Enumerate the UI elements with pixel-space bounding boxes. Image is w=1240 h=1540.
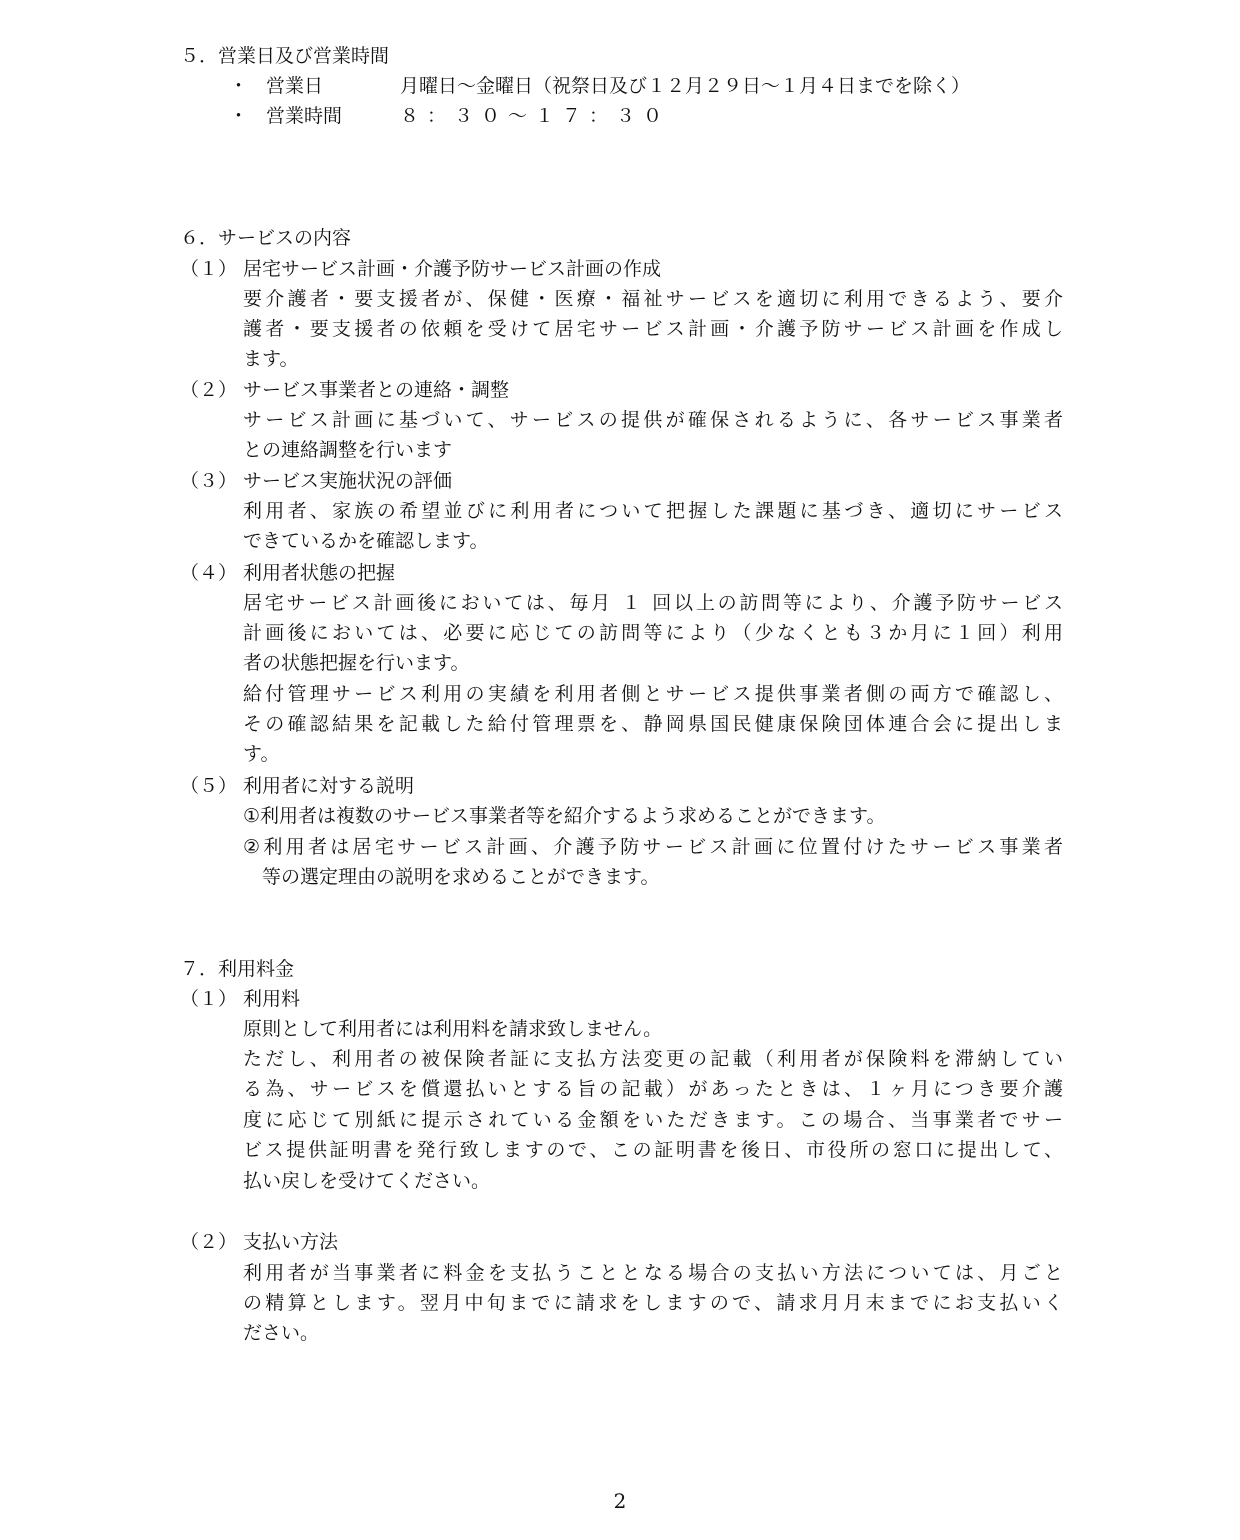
paragraph-line: の精算とします。翌月中旬までに請求をしますので、請求月月末までにお支払いく [243,1292,1063,1314]
list-line: 等の選定理由の説明を求めることができます。 [243,866,660,888]
section6-heading: ６．サービスの内容 [180,227,352,249]
paragraph-line: 利用者、家族の希望並びに利用者について把握した課題に基づき、適切にサービス [243,500,1063,522]
list-line: ②利用者は居宅サービス計画、介護予防サービス計画に位置付けたサービス事業者 [243,836,1063,858]
paragraph-line: 原則として利用者には利用料を請求致しません。 [243,1018,663,1040]
paragraph-line: 護者・要支援者の依頼を受けて居宅サービス計画・介護予防サービス計画を作成し [243,318,1063,340]
item-number: （１） [180,988,238,1010]
paragraph-line: できているかを確認します。 [243,530,489,552]
item-title: 支払い方法 [243,1231,339,1253]
business-days-value: 月曜日～金曜日（祝祭日及び１２月２９日～１月４日までを除く） [400,75,971,97]
business-hours-value: ８：３０～１７：３０ [400,105,671,127]
business-hours-label: 営業時間 [266,105,343,127]
paragraph-line: す。 [243,743,280,765]
item-number: （２） [180,1231,238,1253]
paragraph-line: サービス計画に基づいて、サービスの提供が確保されるように、各サービス事業者 [243,409,1063,431]
paragraph-line: その確認結果を記載した給付管理票を、静岡県国民健康保険団体連合会に提出しま [243,713,1063,735]
paragraph-line: 利用者が当事業者に料金を支払うこととなる場合の支払い方法については、月ごと [243,1262,1063,1284]
item-number: （４） [180,562,238,584]
item-title: 利用者状態の把握 [243,562,396,584]
paragraph-line: ただし、利用者の被保険者証に支払方法変更の記載（利用者が保険料を滞納してい [243,1048,1063,1070]
paragraph-line: 者の状態把握を行います。 [243,652,470,674]
list-line: ①利用者は複数のサービス事業者等を紹介するよう求めることができます。 [243,805,886,827]
section7-heading: ７．利用料金 [180,958,295,980]
paragraph-line: 払い戻しを受けてください。 [243,1170,491,1192]
paragraph-line: る為、サービスを償還払いとする旨の記載）があったときは、１ヶ月につき要介護 [243,1078,1063,1100]
paragraph-line: ださい。 [243,1322,320,1344]
paragraph-line: 給付管理サービス利用の実績を利用者側とサービス提供事業者側の両方で確認し、 [243,683,1063,705]
item-number: （２） [180,379,238,401]
item-title: サービス実施状況の評価 [243,470,453,492]
item-number: （１） [180,258,238,280]
page-number: 2 [613,1489,627,1513]
paragraph-line: 度に応じて別紙に提示されている金額をいただきます。この場合、当事業者でサー [243,1109,1063,1131]
section5-heading: ５．営業日及び営業時間 [180,45,390,67]
bullet-marker: ・ [229,105,249,127]
paragraph-line: ビス提供証明書を発行致しますので、この証明書を後日、市役所の窓口に提出して、 [243,1139,1063,1161]
item-title: 利用料 [243,988,301,1010]
item-title: 居宅サービス計画・介護予防サービス計画の作成 [243,258,662,280]
paragraph-line: 計画後においては、必要に応じての訪問等により（少なくとも３か月に１回）利用 [243,622,1063,644]
business-days-label: 営業日 [266,75,324,97]
item-title: 利用者に対する説明 [243,775,415,797]
paragraph-line: 要介護者・要支援者が、保健・医療・福祉サービスを適切に利用できるよう、要介 [243,288,1063,310]
item-title: サービス事業者との連絡・調整 [243,379,510,401]
bullet-marker: ・ [229,75,249,97]
paragraph-line: 居宅サービス計画後においては、毎月 １ 回以上の訪問等により、介護予防サービス [243,592,1063,614]
item-number: （５） [180,775,238,797]
paragraph-line: ます。 [243,348,299,370]
item-number: （３） [180,470,238,492]
paragraph-line: との連絡調整を行います [243,439,453,461]
